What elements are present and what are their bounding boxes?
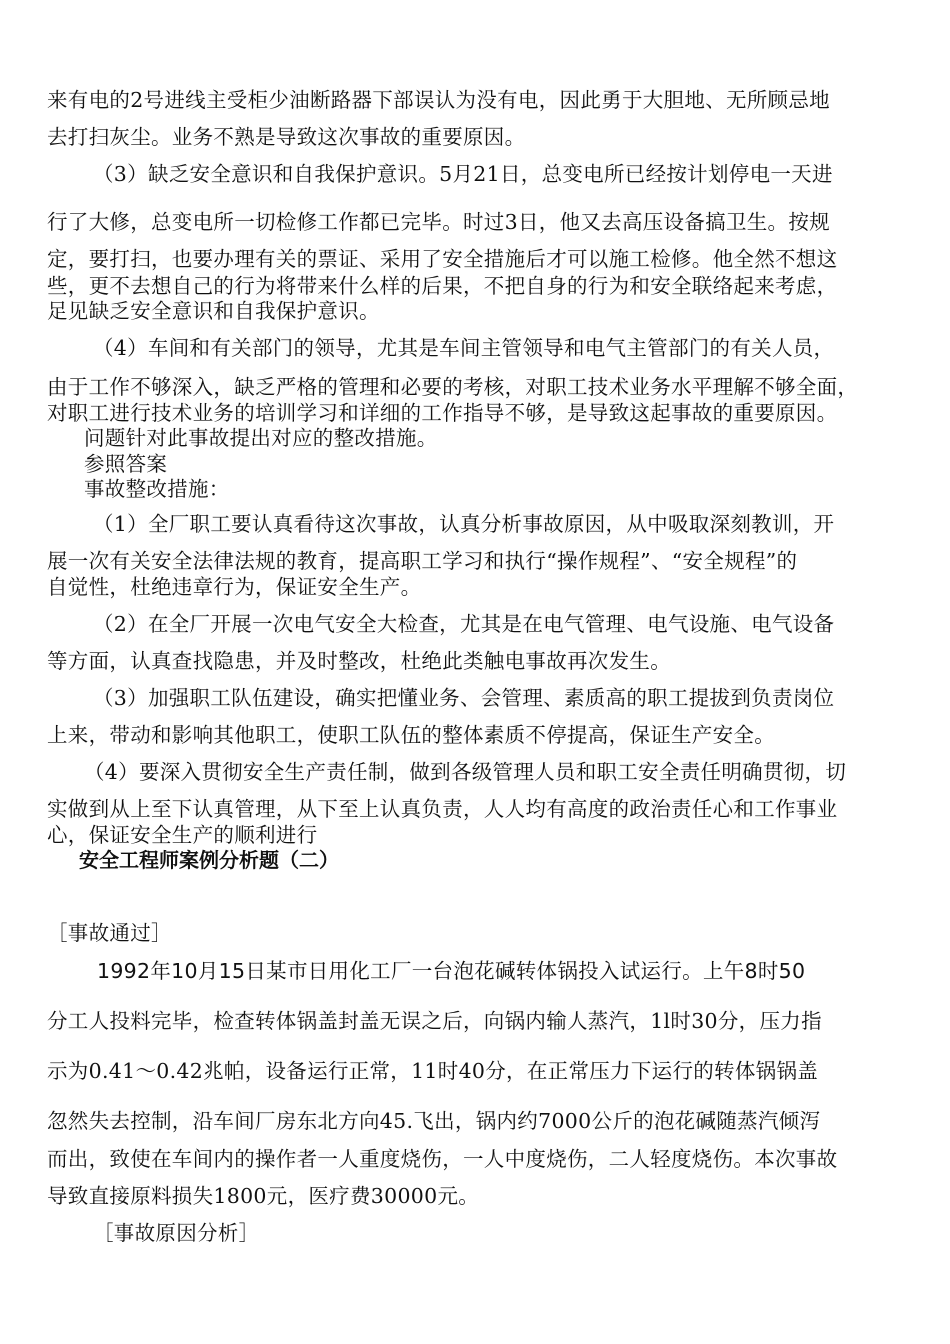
text-line: 行了大修，总变电所一切检修工作都已完毕。时过3日，他又去高压设备搞卫生。按规 <box>47 210 830 234</box>
text-line: （3）加强职工队伍建设，确实把懂业务、会管理、素质高的职工提拔到负责岗位 <box>93 686 835 710</box>
text-line: 展一次有关安全法律法规的教育，提高职工学习和执行“操作规程”、“安全规程”的 <box>47 549 798 573</box>
text-line: 足见缺乏安全意识和自我保护意识。 <box>47 299 380 323</box>
text-line: 实做到从上至下认真管理，从下至上认真负责，人人均有高度的政治责任心和工作事业 <box>47 797 838 821</box>
text-line: 等方面，认真查找隐患，并及时整改，杜绝此类触电事故再次发生。 <box>47 649 671 673</box>
text-line: （4）要深入贯彻安全生产责任制，做到各级管理人员和职工安全责任明确贯彻，切 <box>84 760 847 784</box>
text-line: 分工人投料完毕，检查转体锅盖封盖无误之后，向锅内输人蒸汽，1l时30分，压力指 <box>47 1009 822 1033</box>
text-line: 导致直接原料损失1800元，医疗费30000元。 <box>47 1184 480 1208</box>
text-line: 去打扫灰尘。业务不熟是导致这次事故的重要原因。 <box>47 125 526 149</box>
text-line: 自觉性，杜绝违章行为，保证安全生产。 <box>47 575 422 599</box>
text-line: （3）缺乏安全意识和自我保护意识。5月21日，总变电所已经按计划停电一天进 <box>93 162 833 186</box>
text-line: 上来，带动和影响其他职工，使职工队伍的整体素质不停提高，保证生产安全。 <box>47 723 775 747</box>
case-process-label: ［事故通过］ <box>47 921 172 945</box>
text-line: 1992年10月15日某市日用化工厂一台泡花碱转体锅投入试运行。上午8时50 <box>97 959 806 983</box>
text-line: （4）车间和有关部门的领导，尤其是车间主管领导和电气主管部门的有关人员， <box>93 336 835 360</box>
text-line: 对职工进行技术业务的培训学习和详细的工作指导不够，是导致这起事故的重要原因。 <box>47 401 838 425</box>
text-line: （1）全厂职工要认真看待这次事故，认真分析事故原因，从中吸取深刻教训，开 <box>93 512 835 536</box>
question-line: 问题针对此事故提出对应的整改措施。 <box>84 426 438 450</box>
text-line: 些，更不去想自己的行为将带来什么样的后果，不把自身的行为和安全联络起来考虑， <box>47 274 838 298</box>
text-line: 定，要打扫，也要办理有关的票证、采用了安全措施后才可以施工检修。他全然不想这 <box>47 247 838 271</box>
text-line: 来有电的2号进线主受柜少油断路器下部误认为没有电，因此勇于大胆地、无所顾忌地 <box>47 88 830 112</box>
text-line: 忽然失去控制，沿车间厂房东北方向45.飞出，锅内约7000公斤的泡花碱随蒸汽倾泻 <box>47 1109 821 1133</box>
text-line: 示为0.41～0.42兆帕，设备运行正常，11时40分，在正常压力下运行的转体锅锅盖 <box>47 1059 819 1083</box>
section-heading: 安全工程师案例分析题（二） <box>79 848 339 872</box>
text-line: 而出，致使在车间内的操作者一人重度烧伤，一人中度烧伤，二人轻度烧伤。本次事故 <box>47 1147 838 1171</box>
text-line: 心，保证安全生产的顺利进行 <box>47 823 318 847</box>
answer-label: 参照答案 <box>84 452 168 476</box>
text-line: （2）在全厂开展一次电气安全大检查，尤其是在电气管理、电气设施、电气设备 <box>93 612 835 636</box>
text-line: 由于工作不够深入，缺乏严格的管理和必要的考核，对职工技术业务水平理解不够全面， <box>47 375 859 399</box>
measures-label: 事故整改措施： <box>84 477 230 501</box>
case-cause-label: ［事故原因分析］ <box>93 1221 260 1245</box>
